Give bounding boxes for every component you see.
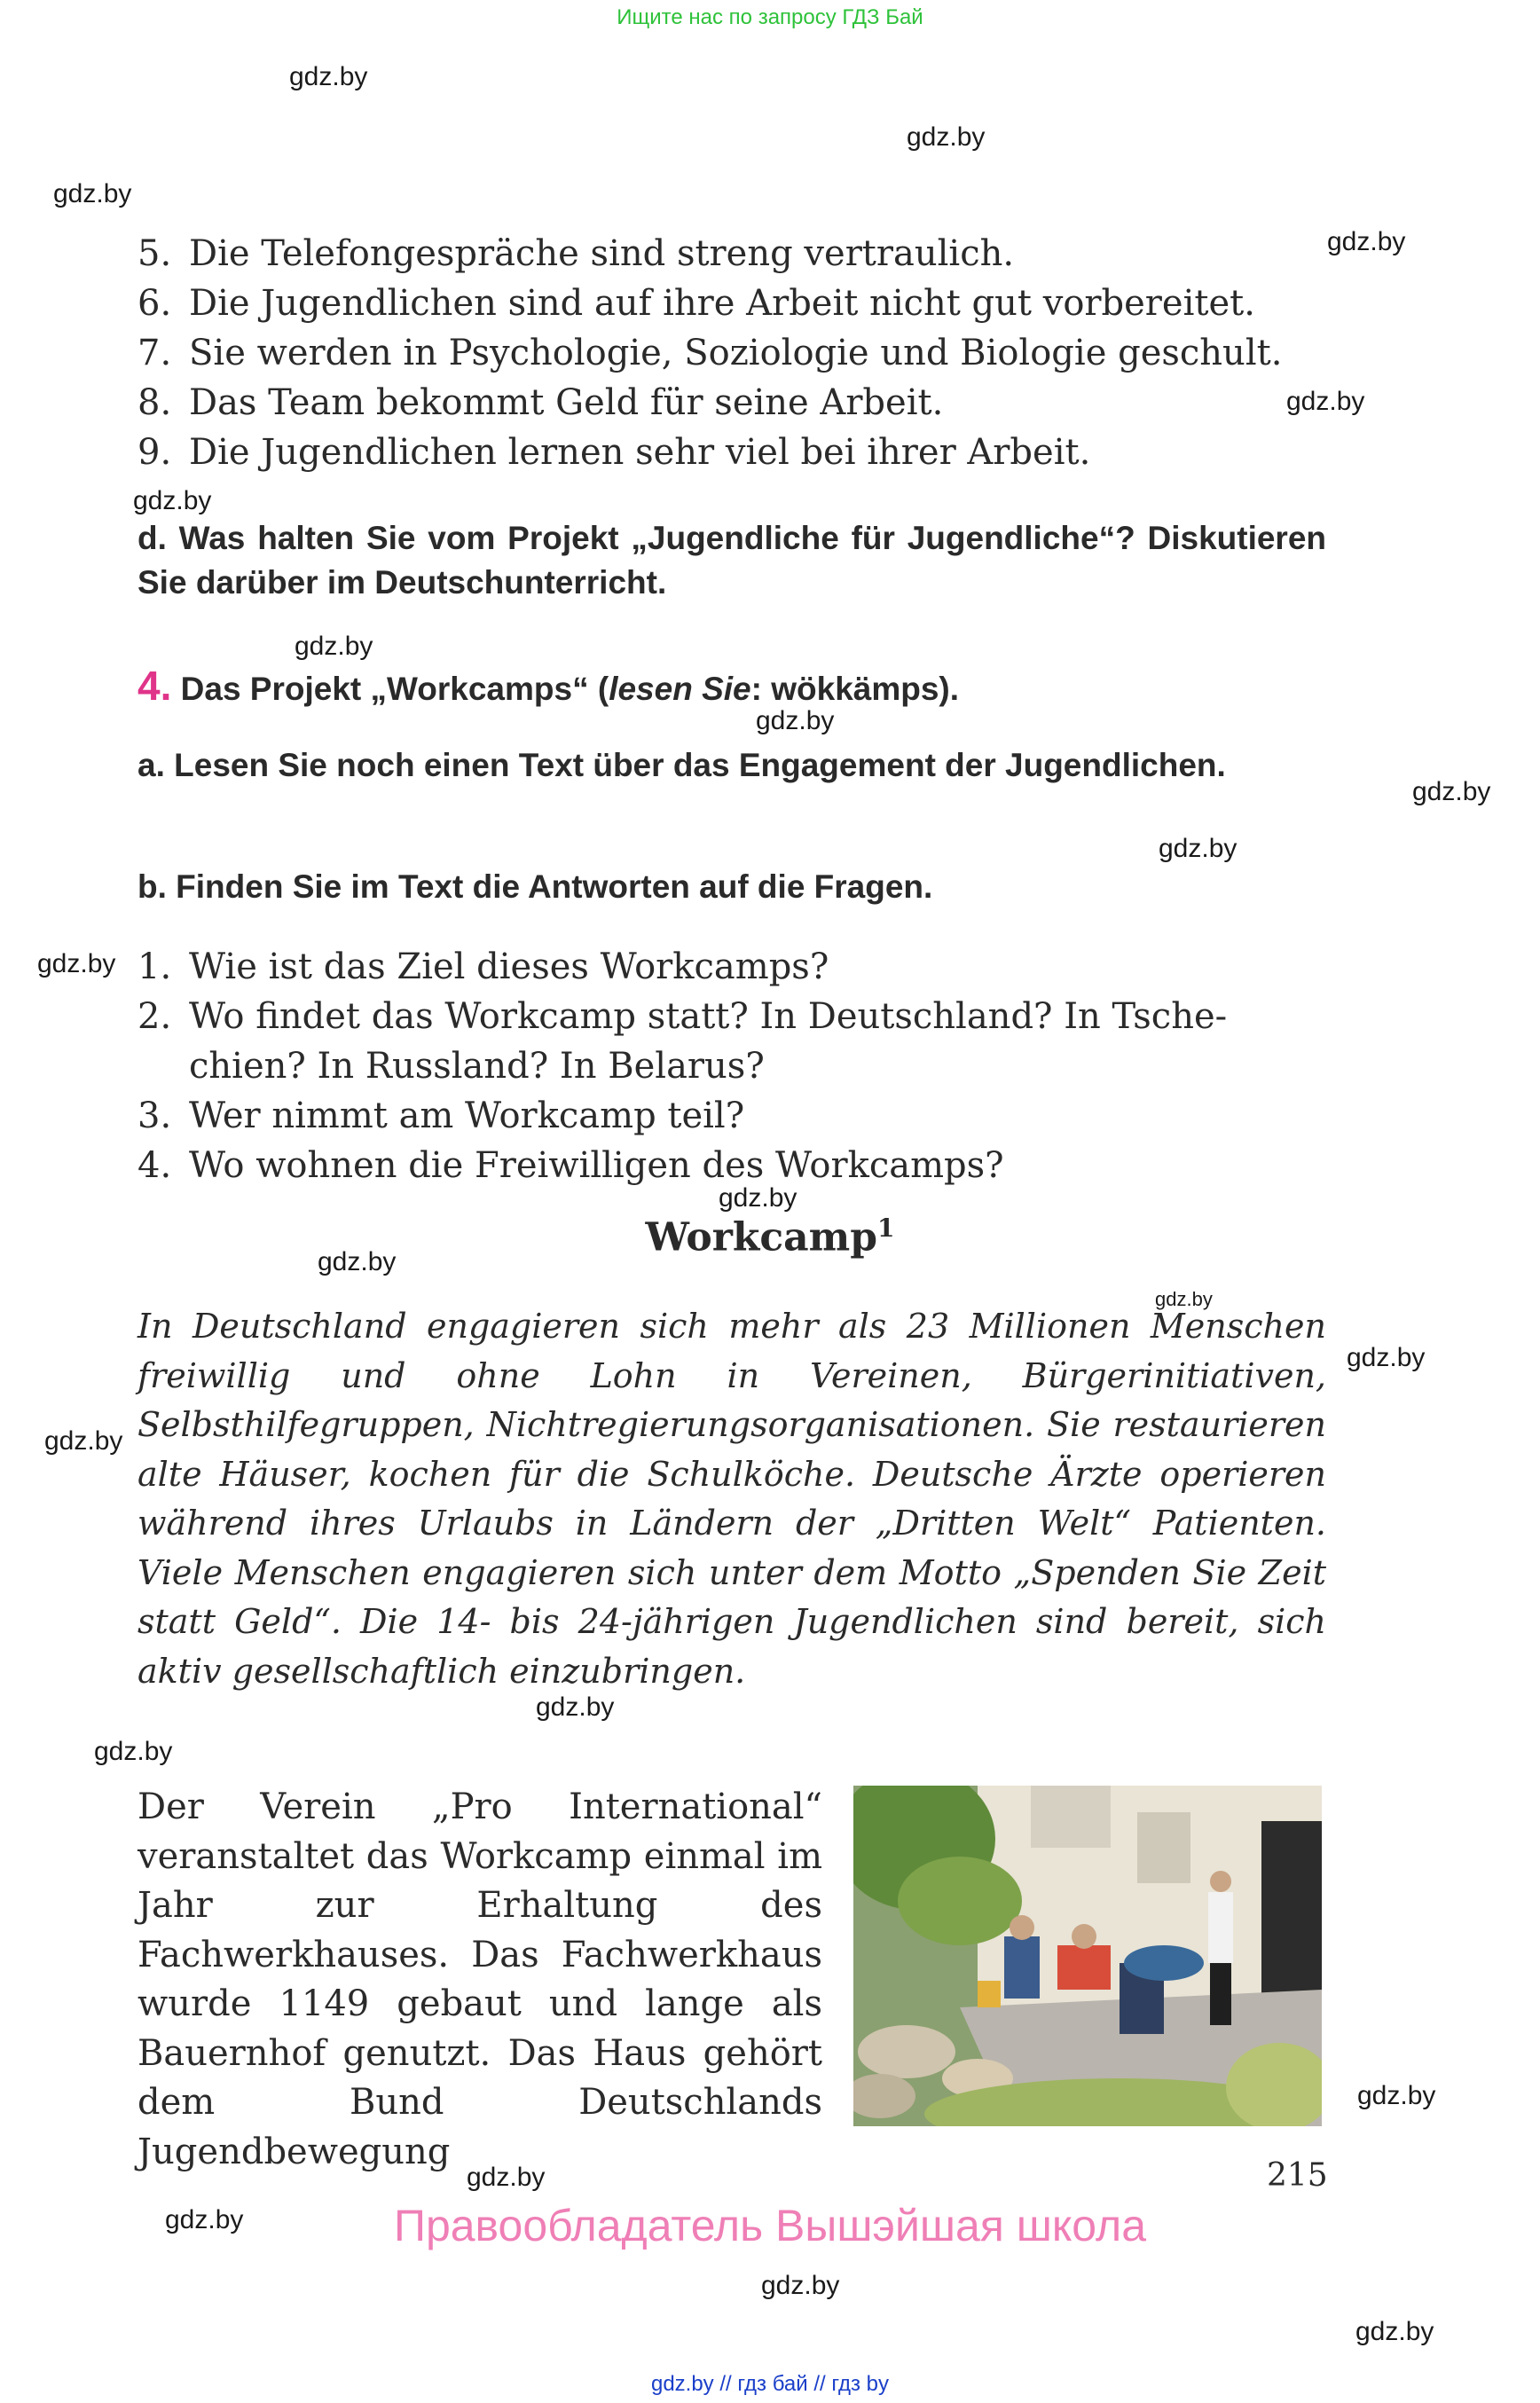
watermark: gdz.by <box>1355 2317 1434 2346</box>
watermark: gdz.by <box>1357 2081 1436 2110</box>
publisher-notice: Правообладатель Вышэйшая школа <box>394 2201 1146 2250</box>
watermark: gdz.by <box>53 179 132 208</box>
list-item: 5. Die Telefongespräche sind streng vertraulich. <box>138 233 1015 274</box>
task-d-instruction: d. Was halten Sie vom Projekt „Jugendliche für Jugendliche“? Diskutieren Sie darüber im Deutschunterricht. <box>138 520 1326 601</box>
watermark: gdz.by <box>536 1692 615 1722</box>
watermark: gdz.by <box>318 1247 397 1276</box>
watermark: gdz.by <box>44 1426 123 1456</box>
list-item: 4. Wo wohnen die Freiwilligen des Workcamps? <box>138 1145 1004 1186</box>
list-item: 1. Wie ist das Ziel dieses Workcamps? <box>138 946 829 987</box>
task-a-instruction: a. Lesen Sie noch einen Text über das Engagement der Jugendlichen. <box>138 747 1226 783</box>
list-item: 6. Die Jugendlichen sind auf ihre Arbeit nicht gut vorbereitet. <box>138 283 1255 324</box>
list-item: 9. Die Jugendlichen lernen sehr viel bei ihrer Arbeit. <box>138 432 1091 473</box>
watermark: gdz.by <box>1159 834 1238 863</box>
watermark: gdz.by <box>1155 1288 1213 1310</box>
footnote-marker: 1 <box>876 1213 895 1243</box>
page-number: 215 <box>1267 2157 1328 2194</box>
list-item: 3. Wer nimmt am Workcamp teil? <box>138 1095 745 1136</box>
watermark: gdz.by <box>133 486 212 515</box>
task-4-heading: 4. Das Projekt „Workcamps“ (lesen Sie: wökkämps). <box>138 663 960 709</box>
watermark: gdz.by <box>94 1737 173 1766</box>
watermark: gdz.by <box>37 949 116 978</box>
list-item: 2. Wo findet das Workcamp statt? In Deutschland? In Tsche- <box>138 996 1228 1037</box>
watermark: gdz.by <box>719 1183 798 1213</box>
watermark: gdz.by <box>761 2271 840 2300</box>
watermark: gdz.by <box>467 2163 546 2192</box>
workcamp-photo <box>853 1786 1322 2126</box>
watermark: gdz.by <box>289 62 368 91</box>
task-b-instruction: b. Finden Sie im Text die Antworten auf die Fragen. <box>138 868 933 905</box>
watermark: gdz.by <box>1327 227 1406 256</box>
watermark: gdz.by <box>1412 777 1491 806</box>
watermark: gdz.by <box>165 2205 244 2234</box>
watermark: gdz.by <box>295 632 373 661</box>
watermark: gdz.by <box>907 122 986 152</box>
footer-links: gdz.by // гдз бай // гдз by <box>650 2372 890 2396</box>
body-paragraph: Der Verein „Pro International“ veranstaltet das Workcamp einmal im Jahr zur Erhaltung des Fachwerkhauses. Das Fachwerkhaus wurde 1149 gebaut und lange als Bauernhof genutzt. Das Haus gehört dem Bund Deutschlands Jugendbewegung <box>138 1787 822 2172</box>
watermark: gdz.by <box>1286 387 1365 416</box>
list-item: 7. Sie werden in Psychologie, Soziologie und Biologie geschult. <box>138 333 1283 373</box>
list-item: chien? In Russland? In Belarus? <box>189 1046 765 1087</box>
watermark: gdz.by <box>756 706 835 735</box>
top-banner: Ищите нас по запросу ГДЗ Бай <box>617 5 923 29</box>
task-number: 4. <box>138 663 172 709</box>
italic-paragraph: In Deutschland engagieren sich mehr als 23 Millionen Menschen freiwillig und ohne Lohn in Vereinen, Bürgerinitiativen, Selbsthilfegruppen, Nichtregierungsorganisationen. Sie restaurieren alte Häuser, kochen für die Schulköche. Deutsche Ärzte operieren während ihres Urlaubs in Ländern der „Dritten Welt“ Patienten. Viele Menschen engagieren sich unter dem Motto „Spenden Sie Zeit statt Geld“. Die 14- bis 24-jährigen Jugendlichen sind bereit, sich aktiv gesellschaftlich einzubringen. <box>138 1307 1326 1691</box>
text-heading: Workcamp$^1$ <box>645 1213 895 1260</box>
watermark: gdz.by <box>1347 1343 1426 1372</box>
list-item: 8. Das Team bekommt Geld für seine Arbeit. <box>138 382 944 423</box>
